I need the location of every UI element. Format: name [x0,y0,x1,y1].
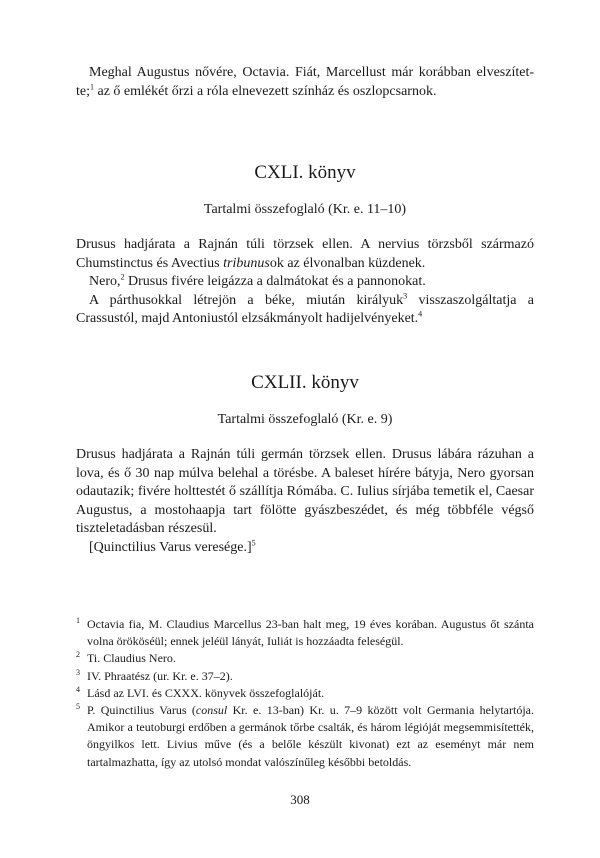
footnote-ref[interactable]: 4 [418,309,423,319]
book-141-paragraph-3 [76,292,534,329]
footnote-ref[interactable]: 1 [90,81,94,91]
footnote-ref[interactable]: 5 [251,538,256,548]
book-141-content [76,236,534,329]
text-span: Drusus fivére leigázza a dalmátokat és a pannonokat. [124,274,426,290]
book-141-summary-title: Tartalmi összefoglaló (Kr. e. 11–10) [203,202,407,217]
footnote-number-text: 1 [76,616,80,625]
footnote-text: Ti. Claudius Nero. [87,651,176,666]
footnote-5 [76,702,534,771]
footnote-4 [76,685,534,702]
text-span: Meghal Augustus nővére, Octavia. Fiát, Marcellust már korábban elveszítet-te; [76,65,534,99]
text-span: az ő emlékét őrzi a róla elnevezett színház és oszlopcsarnok. [94,83,437,99]
footnote-3 [76,668,534,685]
book-142-summary-title: Tartalmi összefoglaló (Kr. e. 9) [217,412,393,427]
footnote-2 [76,650,534,667]
footnote-number-text: 4 [76,684,80,694]
footnote-number [76,668,87,685]
italic-term: tribunus [223,255,270,271]
text-span: Drusus hadjárata a Rajnán túli törzsek ellen. A nervius törzsből származó Chumstinctus és Avectius [76,237,534,271]
footnote-number-text: 2 [76,650,80,660]
footnote-number-text: 3 [76,667,80,677]
footnote-text: Octavia fia, M. Claudius Marcellus 23-ban halt meg, 19 éves korában. Augustus őt szánta volna örököséül; ennek jeléül lányát, Iuliát is hozzáadta feleségül. [87,617,534,649]
italic-term: consul [195,703,228,718]
footnote-number [76,616,87,633]
footnote-text: IV. Phraatész (ur. Kr. e. 37–2). [87,668,233,683]
text-span: visszaszolgáltatja a Crassustól, majd Antoniustól elzsákmányolt hadijelvényeket. [76,292,534,327]
footnote-text: Kr. e. 13-ban) Kr. u. 7–9 között volt Germania helytartója. Amikor a teutoburgi erdőben a germánok tőrbe csalták, és három légióját megsemmisítették, öngyilkos lett. Livius műve (és a belőle készült kivonat) ezt az eseményt már nem tartalmazhatta, így az utolsó mondat valószínűleg későbbi betoldás. [87,703,534,769]
page-number: 308 [290,792,310,807]
book-142-paragraph-2 [76,539,534,558]
book-141-paragraph-1 [76,236,534,273]
book-142-paragraph-1: Drusus hadjárata a Rajnán túli germán törzsek ellen. Drusus lábára rázuhan a lova, és ő 30 nap múlva belehal a törésbe. A baleset hírére bátyja, Nero gyorsan odautazik; fivére holttestét ő szállítja Rómába. C. Iulius sírjába temetik el, Caesar Augustus, a mostohaapja tart fölötte gyászbeszédet, és még többféle végső tiszteletadásban részesül. [76,447,534,537]
intro-paragraph [76,64,534,101]
book-142-content [76,446,534,558]
text-span: Nero, [89,274,121,290]
text-span: A párthusokkal létrejön a béke, miután királyuk [89,292,404,308]
footnote-1 [76,616,534,650]
footnote-number [76,702,87,719]
text-span: ok az élvonalban küzdenek. [269,255,426,271]
text-span: [Quinctilius Varus veresége.] [89,539,252,555]
footnotes [76,616,534,771]
footnote-text: P. Quinctilius Varus ( [87,703,196,718]
intro-section [76,64,534,101]
footnote-number [76,650,87,667]
book-141-title: CXLI. könyv [254,162,356,183]
book-142-title: CXLII. könyv [251,372,359,393]
footnote-number [76,685,87,702]
footnote-number-text: 5 [76,702,80,712]
footnote-ref[interactable]: 3 [403,291,408,301]
book-141-paragraph-2 [76,273,534,292]
footnote-text: Lásd az LVI. és CXXX. könyvek összefoglalóját. [87,685,325,700]
footnote-ref[interactable]: 2 [120,272,125,282]
